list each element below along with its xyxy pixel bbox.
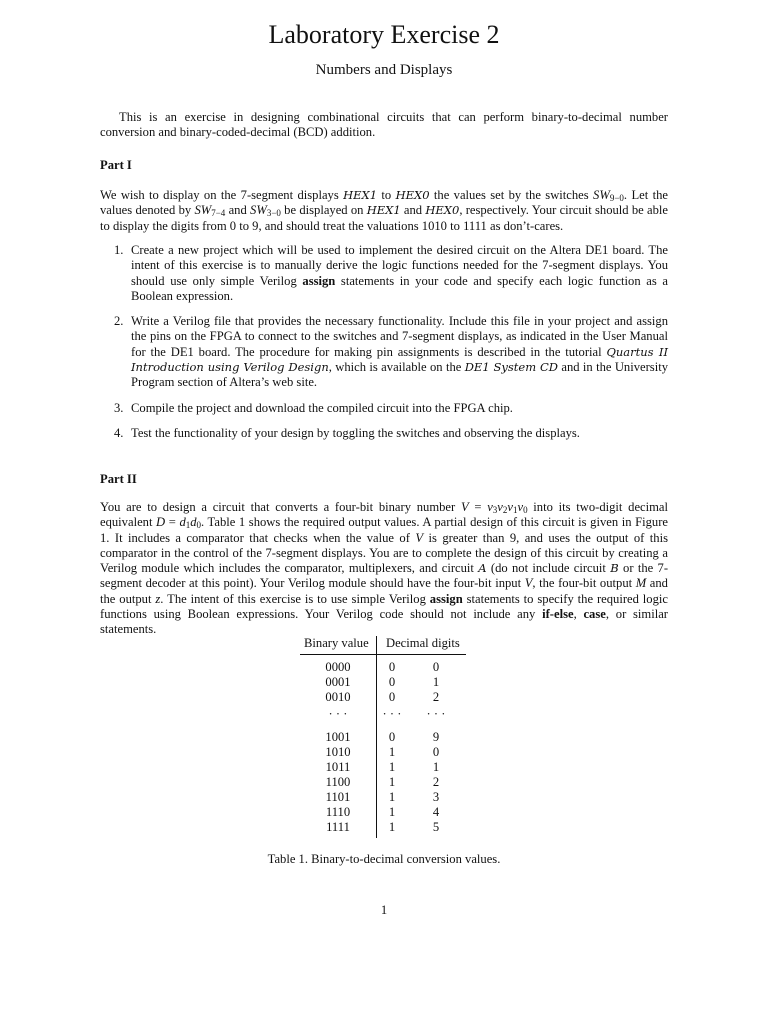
part1-steps xyxy=(100,243,668,441)
intro-paragraph: This is an exercise in designing combinational circuits that can perform binary-to-decimal number conversion and binary-coded-decimal (BCD) addition. xyxy=(100,110,668,140)
list-item: 1. Create a new project which will be used to implement the desired circuit on the Altera DE1 board. The intent of this exercise is to manually derive the logic functions needed for the 7-segment displays. You should use only simple Verilog assign statements in your code and specify each logic function as a Boolean expression. xyxy=(114,243,668,303)
table-header-decimal: Decimal digits xyxy=(386,636,460,650)
table-row: 1001 0 9 xyxy=(325,730,440,744)
table-header-rule xyxy=(300,654,466,655)
table-row: 0000 0 0 xyxy=(325,660,440,674)
page-subtitle: Numbers and Displays xyxy=(315,62,453,78)
list-item: 3. Compile the project and download the compiled circuit into the FPGA chip. xyxy=(114,400,513,415)
table-row: 1011 1 1 xyxy=(325,760,440,774)
table-row: 1110 1 4 xyxy=(325,805,440,819)
part1-paragraph: We wish to display on the 7-segment displays HEX1 to HEX0 the values set by the switches $SW_{9-0}$. Let the values denoted by $SW_{7-4}$ and $SW_{3-0}$ be displayed on HEX1 and HEX0, respectively. Your circuit should be able to display the digits from 0 to 9, and should treat the valuations 1010 to 1111 as don’t-cares. xyxy=(100,188,668,233)
table-header-binary: Binary value xyxy=(304,636,369,650)
table-row: 1100 1 2 xyxy=(325,775,440,789)
table-row: · · · · · · · · · xyxy=(328,707,446,721)
table-row: 0010 0 2 xyxy=(325,690,440,704)
part2-paragraph: You are to design a circuit that converts a four-bit binary number $V = v_3v_2v_1v_0$ into its two-digit decimal equivalent $D = d_1d_0$. Table 1 shows the required output values. A partial design of this circuit is given in Figure 1. It includes a comparator that checks when the value of V is greater than 9, and uses the output of this comparator in the control of the 7-segment displays. You are to complete the design of this circuit by creating a Verilog module which includes the comparator, multiplexers, and circuit A (do not include circuit B or the 7-segment decoder at this point). Your Verilog module should have the four-bit input V, the four-bit output M and the output z. The intent of this exercise is to use simple Verilog assign statements to specify the required logic functions using Boolean expressions. Your Verilog code should not include any if-else, case, or similar statements. xyxy=(100,500,669,637)
table-row: 1101 1 3 xyxy=(325,790,440,804)
page-title: Laboratory Exercise 2 xyxy=(268,20,500,49)
list-item: 4. Test the functionality of your design by toggling the switches and observing the displays. xyxy=(114,425,580,440)
table-row: 1111 1 5 xyxy=(326,820,440,834)
table-row: 0001 0 1 xyxy=(325,675,440,689)
table-row: 1010 1 0 xyxy=(325,745,440,759)
list-item: 2. Write a Verilog file that provides the necessary functionality. Include this file in your project and assign the pins on the FPGA to connect to the switches and 7-segment displays, as indicated in the User Manual for the DE1 board. The procedure for making pin assignments is described in the tutorial Quartus II Introduction using Verilog Design, which is available on the DE1 System CD and in the University Program section of Altera’s web site. xyxy=(114,314,668,390)
page-number: 1 xyxy=(380,903,388,917)
part2-heading: Part II xyxy=(100,472,137,486)
part1-heading: Part I xyxy=(100,158,132,172)
table-caption: Table 1. Binary-to-decimal conversion values. xyxy=(267,852,501,866)
